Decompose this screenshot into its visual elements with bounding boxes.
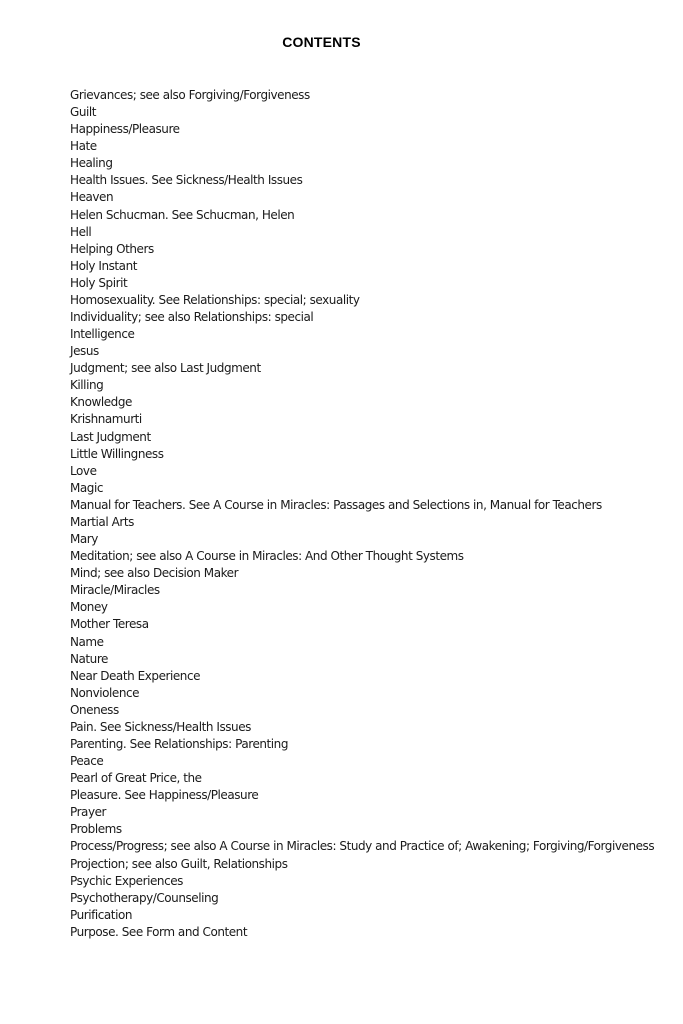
contents-entry: Heaven: [70, 190, 114, 205]
contents-entry: Problems: [70, 822, 122, 837]
contents-entry: Krishnamurti: [70, 412, 142, 427]
contents-entry: Killing: [70, 378, 104, 393]
contents-entry: Knowledge: [70, 395, 132, 410]
contents-entry: Pain. See Sickness/Health Issues: [70, 719, 251, 734]
contents-entry: Last Judgment: [70, 429, 151, 444]
contents-entry: Prayer: [70, 805, 107, 820]
contents-entry: Jesus: [70, 344, 99, 359]
contents-entry: Name: [70, 634, 104, 649]
contents-entry: Martial Arts: [70, 514, 134, 529]
contents-entry: Judgment; see also Last Judgment: [70, 361, 261, 376]
contents-list: [70, 87, 654, 941]
contents-entry: Hell: [70, 224, 92, 239]
contents-entry: Grievances; see also Forgiving/Forgiveness: [70, 88, 310, 102]
contents-entry: Purification: [70, 907, 132, 922]
contents-entry: Projection; see also Guilt, Relationships: [70, 856, 288, 871]
contents-entry: Intelligence: [70, 327, 135, 342]
contents-entry: Mary: [70, 532, 98, 547]
contents-entry: Mind; see also Decision Maker: [70, 566, 239, 581]
contents-entry: Magic: [70, 480, 104, 495]
contents-entry: Pearl of Great Price, the: [70, 771, 202, 786]
contents-entry: Happiness/Pleasure: [70, 122, 180, 137]
contents-entry: Hate: [70, 139, 97, 154]
contents-entry: Health Issues. See Sickness/Health Issues: [70, 173, 303, 188]
contents-entry: Guilt: [70, 105, 97, 120]
contents-entry: Mother Teresa: [70, 617, 149, 632]
contents-entry: Manual for Teachers. See A Course in Miracles: Passages and Selections in, Manual for Teachers: [70, 497, 602, 512]
contents-entry: Healing: [70, 156, 113, 171]
page-title: CONTENTS: [282, 34, 361, 50]
contents-entry: Holy Spirit: [70, 275, 128, 290]
contents-entry: Holy Instant: [70, 258, 137, 273]
contents-entry: Love: [70, 463, 97, 478]
contents-entry: Pleasure. See Happiness/Pleasure: [70, 788, 259, 803]
contents-entry: Little Willingness: [70, 446, 164, 461]
contents-entry: Meditation; see also A Course in Miracles: And Other Thought Systems: [70, 549, 464, 564]
contents-entry: Purpose. See Form and Content: [70, 924, 248, 939]
contents-entry: Individuality; see also Relationships: special: [70, 310, 314, 325]
contents-entry: Process/Progress; see also A Course in Miracles: Study and Practice of; Awakening; Forgiving/Forgiveness: [70, 839, 655, 854]
contents-entry: Homosexuality. See Relationships: special; sexuality: [70, 292, 360, 307]
contents-entry: Oneness: [70, 702, 119, 717]
contents-entry: Money: [70, 600, 108, 615]
contents-entry: Helping Others: [70, 241, 154, 256]
contents-entry: Miracle/Miracles: [70, 583, 160, 598]
contents-entry: Near Death Experience: [70, 668, 201, 683]
contents-entry: Nonviolence: [70, 685, 140, 700]
contents-entry: Helen Schucman. See Schucman, Helen: [70, 207, 295, 222]
contents-entry: Nature: [70, 651, 108, 666]
contents-entry: Peace: [70, 754, 104, 769]
contents-entry: Psychotherapy/Counseling: [70, 890, 219, 905]
contents-entry: Psychic Experiences: [70, 873, 183, 888]
contents-entry: Parenting. See Relationships: Parenting: [70, 736, 288, 751]
